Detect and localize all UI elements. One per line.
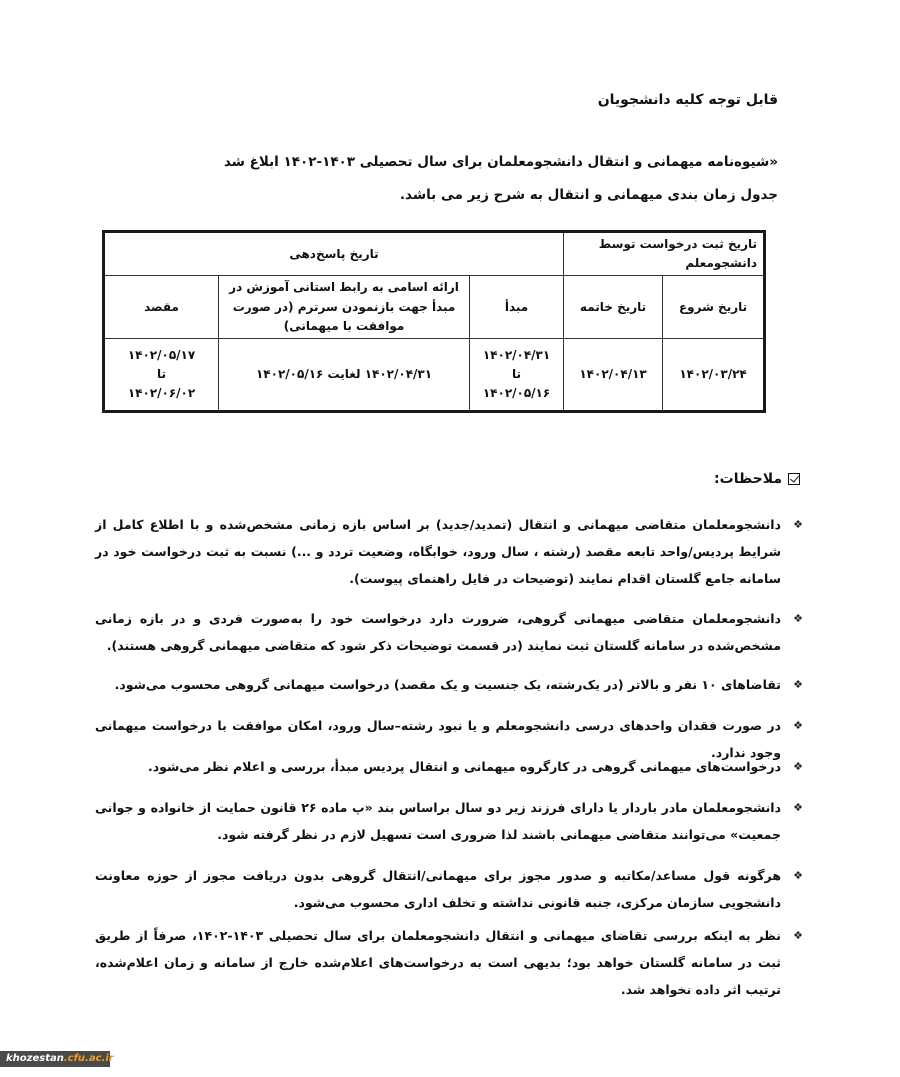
- submit-names-header: ارائه اسامی به رابط استانی آموزش در مبدأ جهت بازنمودن سرترم (در صورت موافقت با میهمانی): [219, 276, 470, 339]
- table-row: [104, 338, 765, 411]
- note-text: دانشجومعلمان متقاضی میهمانی و انتقال (تمدید/جدید) بر اساس بازه زمانی مشخص‌شده و با اطلاع کامل از شرایط پردیس/واحد تابعه مقصد (رشته ، سال ورود، خوابگاه، وضعیت تردد و ...) نسبت به ثبت درخواست خود در سامانه جامع گلستان اقدام نمایند (توضیحات در فایل راهنمای پیوست).: [95, 517, 781, 586]
- watermark-domain: .cfu.ac.ir: [63, 1053, 114, 1064]
- destination-cell: [104, 338, 219, 411]
- note-text: تقاضاهای ۱۰ نفر و بالاتر (در یک‌رشته، یک جنسیت و یک مقصد) درخواست میهمانی گروهی محسوب می‌شود.: [114, 677, 781, 692]
- schedule-intro-line: جدول زمان بندی میهمانی و انتقال به شرح زیر می باشد.: [399, 187, 778, 203]
- note-text: هرگونه قول مساعد/مکاتبه و صدور مجوز برای میهمانی/انتقال گروهی بدون دریافت مجوز از حوزه معاونت دانشجویی سازمان مرکزی، جنبه قانونی نداشته و تخلف اداری محسوب می‌شود.: [95, 868, 781, 910]
- note-item: [95, 605, 805, 659]
- registration-date-group-header: تاریخ ثبت درخواست توسط دانشجومعلم: [564, 232, 765, 276]
- watermark-host: khozestan: [6, 1053, 64, 1064]
- destination-header: مقصد: [104, 276, 219, 339]
- note-item: [95, 794, 805, 848]
- schedule-table: [102, 230, 766, 413]
- note-text: دانشجومعلمان متقاضی میهمانی گروهی، ضرورت دارد درخواست خود را به‌صورت فردی و در بازه زمانی مشخص‌شده در سامانه گلستان ثبت نمایند (در قسمت توضیحات ذکر شود که متقاضی میهمانی گروهی هستند).: [95, 611, 781, 653]
- diamond-bullet-icon: ❖: [793, 929, 803, 942]
- diamond-bullet-icon: ❖: [793, 760, 803, 773]
- note-item: [95, 922, 805, 1003]
- origin-to-value: ۱۴۰۲/۰۵/۱۶: [482, 386, 551, 401]
- destination-to-label: تا: [157, 366, 167, 381]
- site-watermark: [0, 1051, 114, 1067]
- diamond-bullet-icon: ❖: [793, 801, 803, 814]
- note-text: در صورت فقدان واحدهای درسی دانشجومعلم و یا نبود رشته–سال ورود، امکان موافقت با درخواست میهمانی وجود ندارد.: [95, 718, 781, 760]
- diamond-bullet-icon: ❖: [793, 612, 803, 625]
- origin-header: مبدأ: [470, 276, 564, 339]
- checkbox-checked-icon: [788, 473, 800, 485]
- note-item: [95, 862, 805, 916]
- table-column-header-row: [104, 276, 765, 339]
- start-date-cell: [663, 338, 765, 411]
- origin-to-label: تا: [512, 366, 522, 381]
- end-date-header: تاریخ خاتمه: [564, 276, 663, 339]
- note-item: [95, 671, 805, 698]
- announcement-line: «شیوه‌نامه میهمانی و انتقال دانشجومعلمان برای سال تحصیلی ۱۴۰۳-۱۴۰۲ ابلاغ شد: [223, 154, 778, 170]
- diamond-bullet-icon: ❖: [793, 678, 803, 691]
- note-item: [95, 511, 805, 592]
- note-text: دانشجومعلمان مادر باردار یا دارای فرزند زیر دو سال براساس بند «پ ماده ۲۶ قانون حمایت از خانواده و جوانی جمعیت» می‌توانند متقاضی میهمانی باشند لذا ضروری است تسهیل لازم در نظر گرفته شود.: [95, 800, 782, 842]
- origin-cell: [470, 338, 564, 411]
- notice-heading: قابل توجه کلیه دانشجویان: [597, 92, 778, 108]
- start-date-header: تاریخ شروع: [663, 276, 765, 339]
- start-date-value: ۱۴۰۲/۰۳/۲۴: [679, 366, 747, 381]
- origin-from-value: ۱۴۰۲/۰۴/۳۱: [482, 347, 551, 362]
- diamond-bullet-icon: ❖: [793, 518, 803, 531]
- diamond-bullet-icon: ❖: [793, 719, 803, 732]
- notes-title-text: ملاحظات:: [714, 471, 782, 487]
- end-date-cell: [564, 338, 663, 411]
- destination-to-value: ۱۴۰۲/۰۶/۰۲: [127, 386, 196, 401]
- note-text: نظر به اینکه بررسی تقاضای میهمانی و انتقال دانشجومعلمان برای سال تحصیلی ۱۴۰۳-۱۴۰۲، صرفاً از طریق ثبت در سامانه گلستان خواهد بود؛ بدیهی است به درخواست‌های اعلام‌شده خارج از سامانه و زمان اعلام‌شده، ترتیب اثر داده نخواهد شد.: [95, 928, 782, 997]
- destination-from-value: ۱۴۰۲/۰۵/۱۷: [127, 347, 196, 362]
- table-group-header-row: [104, 232, 765, 276]
- response-date-group-header: تاریخ پاسخ‌دهی: [104, 232, 564, 276]
- end-date-value: ۱۴۰۲/۰۴/۱۳: [579, 366, 647, 381]
- note-item: [95, 753, 805, 780]
- notes-section-title: [714, 471, 800, 487]
- diamond-bullet-icon: ❖: [793, 869, 803, 882]
- submit-names-cell: ۱۴۰۲/۰۴/۳۱ لغایت ۱۴۰۲/۰۵/۱۶: [219, 338, 470, 411]
- note-text: درخواست‌های میهمانی گروهی در کارگروه میهمانی و انتقال پردیس مبدأ، بررسی و اعلام نظر می‌شود.: [147, 759, 781, 774]
